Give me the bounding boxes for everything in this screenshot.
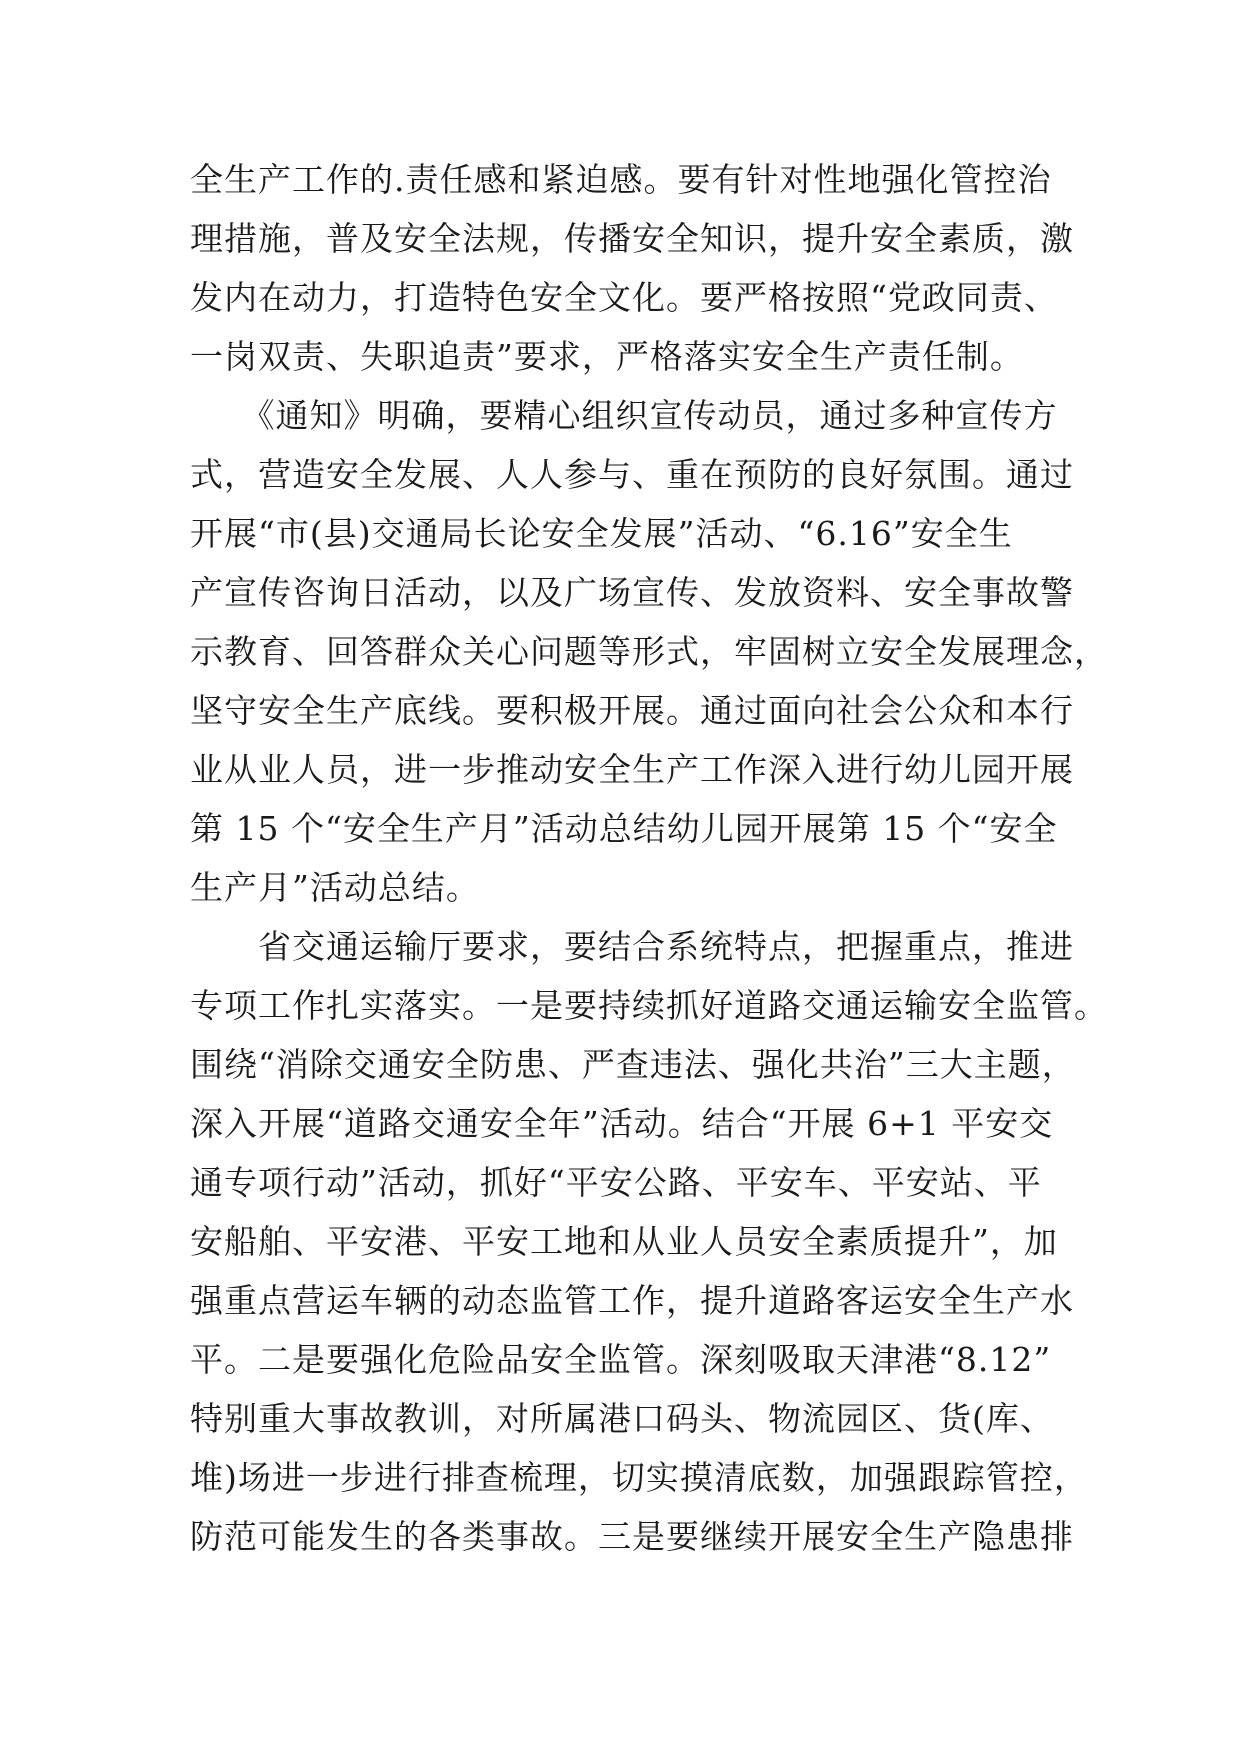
text-line: 坚守安全生产底线。要积极开展。通过面向社会公众和本行 bbox=[190, 691, 1074, 730]
body-text bbox=[190, 150, 1108, 1566]
text-line: 《通知》明确，要精心组织宣传动员，通过多种宣传方 bbox=[190, 396, 1058, 435]
text-line: 示教育、回答群众关心问题等形式，牢固树立安全发展理念， bbox=[190, 632, 1108, 671]
text-line: 强重点营运车辆的动态监管工作，提升道路客运安全生产水 bbox=[190, 1281, 1074, 1320]
text-line: 省交通运输厅要求，要结合系统特点，把握重点，推进 bbox=[190, 927, 1074, 966]
text-line: 业从业人员，进一步推动安全生产工作深入进行幼儿园开展 bbox=[190, 750, 1074, 789]
text-line: 防范可能发生的各类事故。三是要继续开展安全生产隐患排 bbox=[190, 1517, 1074, 1556]
text-line: 一岗双责、失职追责”要求，严格落实安全生产责任制。 bbox=[190, 337, 1024, 376]
text-line: 全生产工作的.责任感和紧迫感。要有针对性地强化管控治 bbox=[190, 160, 1052, 199]
text-line: 式，营造安全发展、人人参与、重在预防的良好氛围。通过 bbox=[190, 455, 1074, 494]
text-line: 堆)场进一步进行排查梳理，切实摸清底数，加强跟踪管控， bbox=[190, 1458, 1088, 1497]
text-line: 通专项行动”活动，抓好“平安公路、平安车、平安站、平 bbox=[190, 1163, 1042, 1202]
text-line: 围绕“消除交通安全防患、严查违法、强化共治”三大主题， bbox=[190, 1045, 1076, 1084]
text-line: 产宣传咨询日活动，以及广场宣传、发放资料、安全事故警 bbox=[190, 573, 1074, 612]
text-line: 专项工作扎实落实。一是要持续抓好道路交通运输安全监管。 bbox=[190, 986, 1108, 1025]
text-line: 理措施，普及安全法规，传播安全知识，提升安全素质，激 bbox=[190, 219, 1074, 258]
text-line: 生产月”活动总结。 bbox=[190, 868, 480, 907]
text-line: 特别重大事故教训，对所属港口码头、物流园区、货(库、 bbox=[190, 1399, 1054, 1438]
text-line: 第 15 个“安全生产月”活动总结幼儿园开展第 15 个“安全 bbox=[190, 809, 1058, 848]
text-line: 开展“市(县)交通局长论安全发展”活动、“6.16”安全生 bbox=[190, 514, 1013, 553]
text-line: 安船舶、平安港、平安工地和从业人员安全素质提升”，加 bbox=[190, 1222, 1058, 1261]
text-line: 平。二是要强化危险品安全监管。深刻吸取天津港“8.12” bbox=[190, 1340, 1052, 1379]
text-line: 深入开展“道路交通安全年”活动。结合“开展 6+1 平安交 bbox=[190, 1104, 1054, 1143]
text-line: 发内在动力，打造特色安全文化。要严格按照“党政同责、 bbox=[190, 278, 1058, 317]
